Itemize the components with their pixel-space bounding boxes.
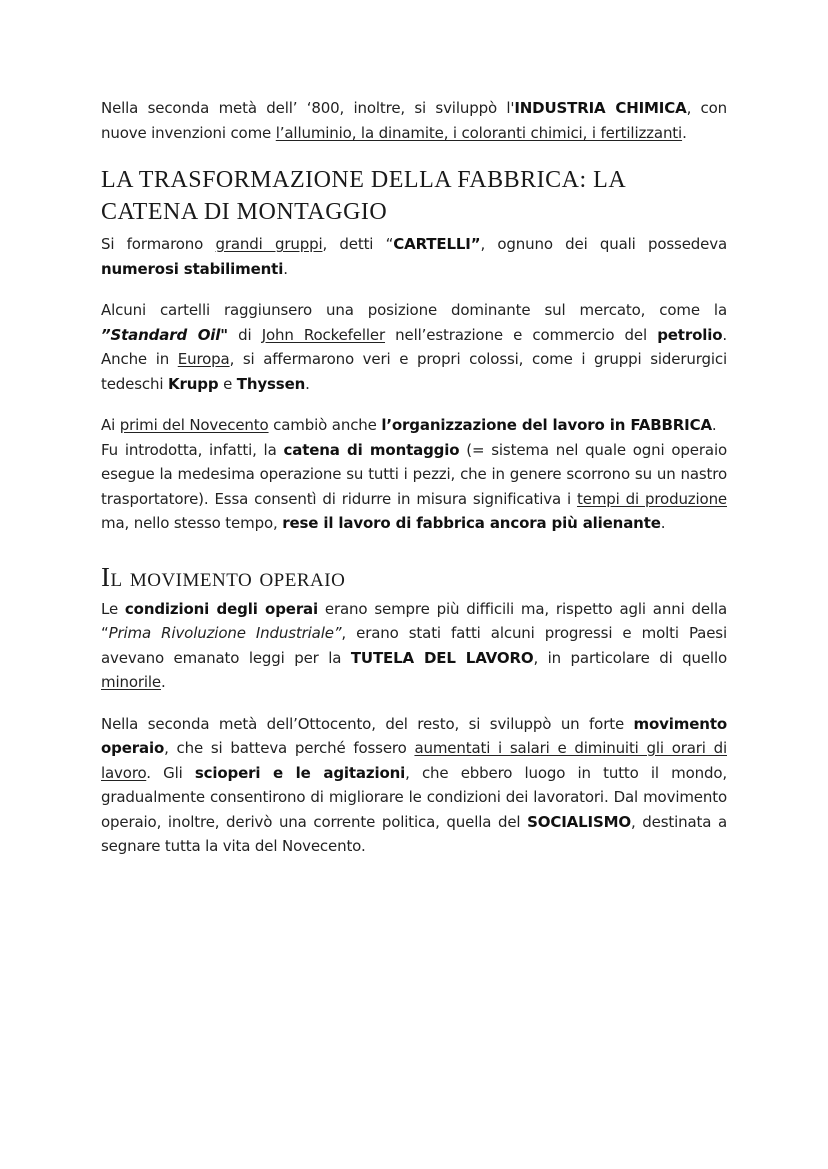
text: ma, nello stesso tempo, <box>101 514 283 532</box>
text: , ognuno dei quali possedeva <box>480 235 728 253</box>
paragraph-standard-oil <box>101 298 727 396</box>
text: . <box>660 514 666 532</box>
bold-text: rese il lavoro di fabbrica ancora più alienante <box>282 514 661 532</box>
underlined-text: tempi di produzione <box>577 489 728 508</box>
bold-text: catena di montaggio <box>283 440 460 459</box>
section-heading-labor-movement: Il movimento operaio <box>101 561 346 592</box>
paragraph-labor-movement <box>101 712 727 859</box>
text: Si formarono <box>101 235 216 253</box>
text: , si affermarono veri e propri colossi, come i gruppi siderurgici tedeschi <box>101 350 727 393</box>
text: . <box>283 259 288 278</box>
bold-text: CARTELLI” <box>393 235 481 253</box>
bold-text: INDUSTRIA CHIMICA <box>514 99 687 117</box>
text: . <box>682 123 687 142</box>
text: , in particolare di quello <box>533 648 727 667</box>
paragraph-work-organization <box>101 413 727 438</box>
bold-italic-text: ”Standard Oil" <box>101 325 228 344</box>
text: . <box>711 416 717 434</box>
underlined-text: minorile <box>101 673 161 691</box>
underlined-text: l’alluminio, la dinamite, i coloranti chimici, i fertilizzanti <box>275 123 683 142</box>
text: , erano stati fatti alcuni progressi e molti Paesi avevano emanato leggi per la <box>101 624 727 667</box>
text: , destinata a segnare tutta la vita del Novecento. <box>101 812 727 855</box>
bold-text: movimento operaio <box>101 714 727 757</box>
underlined-text: aumentati i salari e diminuiti gli orari di lavoro <box>101 739 727 782</box>
underlined-text: primi del Novecento <box>119 416 269 434</box>
text: di <box>227 325 262 344</box>
text: Fu introdotta, infatti, la <box>101 440 284 459</box>
text: e <box>218 374 237 393</box>
text: , che si batteva perché fossero <box>164 739 415 757</box>
underlined-text: Europa <box>177 350 230 368</box>
section-heading-assembly-line: LA TRASFORMAZIONE DELLA FABBRICA: LA CATENA DI MONTAGGIO <box>101 167 625 225</box>
underlined-text: John Rockefeller <box>261 325 386 344</box>
bold-text: Thyssen <box>236 374 306 393</box>
text: . <box>305 374 310 393</box>
bold-text: SOCIALISMO <box>527 812 631 831</box>
text: (= sistema nel quale ogni operaio esegue la medesima operazione su tutti i pezzi, che in genere scorrono su un nastro trasportatore). Essa consentì di ridurre in misura significativa i <box>101 440 727 508</box>
paragraph-cartels <box>101 232 727 281</box>
text: Le <box>101 599 125 618</box>
bold-text: Krupp <box>168 374 219 393</box>
text: Nella seconda metà dell’Ottocento, del resto, si sviluppò un forte <box>101 714 634 733</box>
paragraph-chemical-industry <box>101 96 727 145</box>
text: . Gli <box>146 763 195 782</box>
bold-text: petrolio <box>657 325 723 344</box>
bold-text: scioperi e le agitazioni <box>194 763 406 782</box>
text: nell’estrazione e commercio del <box>385 325 658 344</box>
text: Ai <box>101 416 120 434</box>
paragraph-assembly-line <box>101 438 727 536</box>
text: Alcuni cartelli raggiunsero una posizione dominante sul mercato, come la <box>101 301 727 319</box>
underlined-text: grandi gruppi <box>215 235 323 253</box>
text: Nella seconda metà dell’ ‘800, inoltre, si sviluppò l' <box>101 99 515 117</box>
text: . Anche in <box>101 325 727 368</box>
bold-text: numerosi stabilimenti <box>101 259 284 278</box>
paragraph-workers-conditions <box>101 597 727 695</box>
bold-text: l’organizzazione del lavoro in FABBRICA <box>381 416 712 434</box>
text: , con nuove invenzioni come <box>101 99 728 142</box>
text: , che ebbero luogo in tutto il mondo, gradualmente consentirono di migliorare le condizioni dei lavoratori. Dal movimento operaio, inoltre, derivò una corrente politica, quella del <box>101 763 727 831</box>
text: . <box>161 673 166 691</box>
italic-text: Prima Rivoluzione Industriale” <box>108 624 342 642</box>
text: , detti “ <box>322 235 394 253</box>
text: erano sempre più difficili ma, rispetto agli anni della “ <box>101 599 728 642</box>
text: cambiò anche <box>268 416 382 434</box>
bold-text: TUTELA DEL LAVORO <box>350 648 534 667</box>
bold-text: condizioni degli operai <box>124 599 319 618</box>
